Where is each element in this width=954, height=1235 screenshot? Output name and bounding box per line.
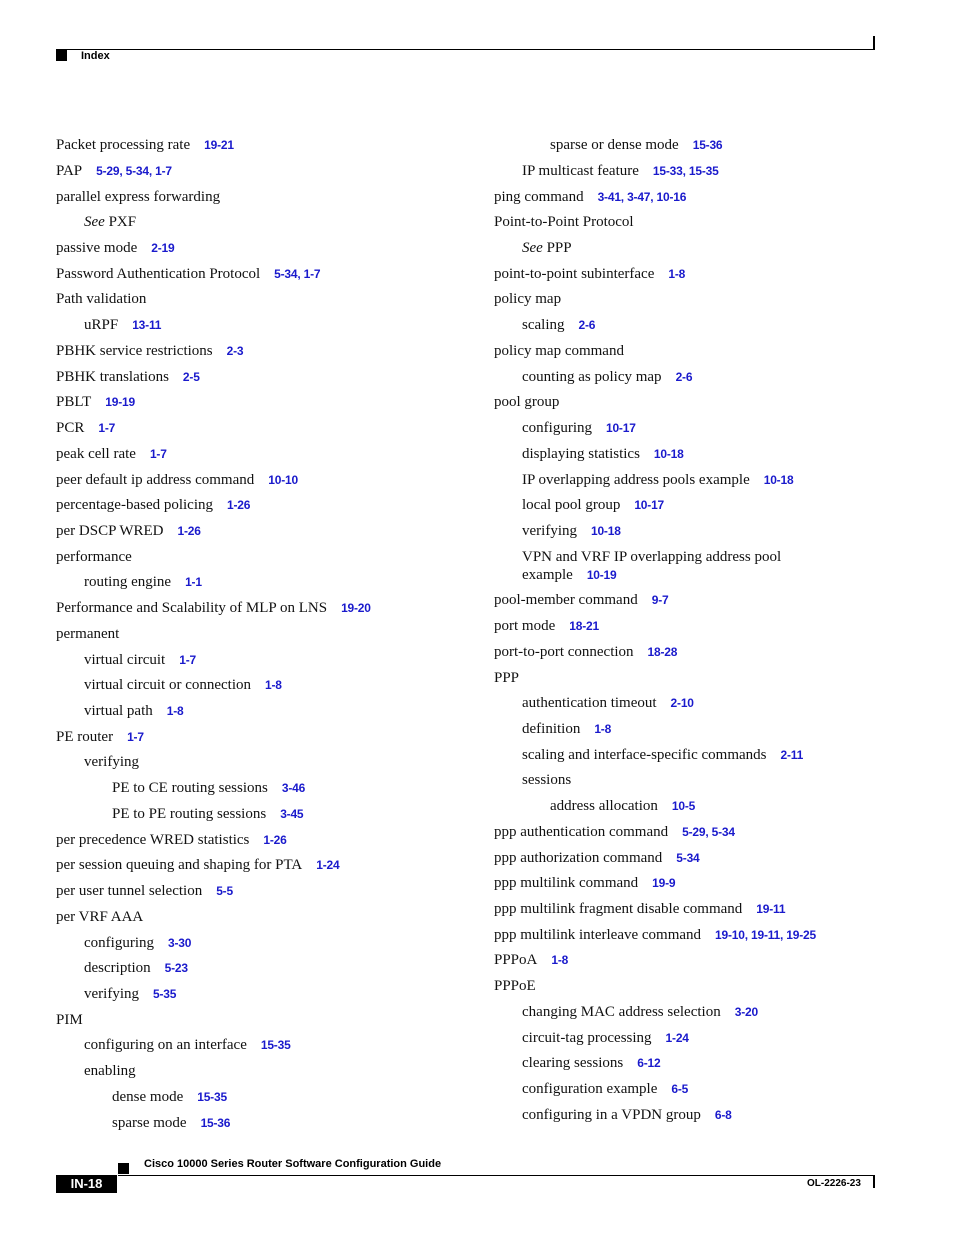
index-entry [550, 797, 695, 815]
index-term: displaying statistics [522, 446, 640, 462]
page-link[interactable]: 10-10 [268, 473, 298, 487]
index-entry [522, 694, 694, 712]
index-entry [84, 985, 176, 1003]
index-entry [56, 548, 132, 566]
page-link[interactable]: 3-45 [280, 807, 304, 821]
header-marker [56, 50, 67, 61]
index-entry [522, 746, 803, 764]
index-entry [522, 496, 664, 514]
index-entry [56, 856, 339, 874]
page-link[interactable]: 2-3 [226, 344, 244, 358]
index-entry [522, 162, 719, 180]
index-term: ping command [494, 189, 584, 205]
page-link[interactable]: 5-35 [152, 987, 177, 1001]
index-term: PBHK translations [56, 369, 169, 385]
page-link[interactable]: 1-24 [316, 858, 340, 872]
page-link[interactable]: 19-11 [756, 902, 786, 916]
see-reference [84, 213, 136, 231]
index-term: Point-to-Point Protocol [494, 214, 634, 230]
page-link[interactable]: 1-7 [98, 421, 116, 435]
page-link[interactable]: 10-17 [634, 498, 665, 512]
index-term: PPPoE [494, 978, 536, 994]
index-entry [494, 290, 561, 308]
index-term: verifying [84, 754, 139, 770]
page-link[interactable]: 5-34, 1-7 [274, 267, 321, 281]
index-entry [522, 1003, 758, 1021]
index-term[interactable]: PPP [546, 240, 572, 256]
page-link[interactable]: 6-12 [637, 1056, 661, 1070]
index-term: per user tunnel selection [56, 883, 203, 899]
index-entry [494, 591, 668, 609]
index-term: PCR [56, 420, 85, 436]
index-entry [522, 1054, 660, 1072]
page-link[interactable]: 18-28 [647, 645, 678, 659]
index-entry [56, 239, 174, 257]
page-link[interactable]: 6-8 [714, 1108, 732, 1122]
page-link[interactable]: 1-24 [665, 1031, 689, 1045]
page-link[interactable]: 2-6 [675, 370, 693, 384]
index-term: permanent [56, 626, 120, 642]
page-link[interactable]: 1-7 [179, 653, 196, 667]
index-term: PAP [56, 163, 83, 179]
index-term: definition [522, 721, 581, 737]
index-entry [494, 617, 599, 635]
index-entry [522, 1106, 732, 1124]
index-entry [522, 548, 781, 566]
index-entry [84, 1062, 136, 1080]
index-term: per DSCP WRED [56, 523, 164, 539]
index-term: per session queuing and shaping for PTA [56, 857, 303, 873]
index-term: sparse mode [112, 1115, 187, 1131]
index-entry [56, 419, 115, 437]
page-link[interactable]: 1-26 [227, 498, 251, 512]
index-term: parallel express forwarding [56, 189, 221, 205]
footer-marker [118, 1163, 129, 1174]
index-entry [522, 1029, 689, 1047]
page-link[interactable]: 19-21 [204, 138, 234, 152]
page-link[interactable]: 1-8 [265, 678, 282, 692]
index-term: configuration example [522, 1081, 658, 1097]
index-term: ppp authorization command [494, 850, 663, 866]
index-entry [522, 445, 684, 463]
page-link[interactable]: 1-8 [166, 704, 184, 718]
see-label: See [84, 214, 105, 230]
index-entry [494, 213, 634, 231]
page-link[interactable]: 10-18 [590, 524, 621, 538]
index-term: policy map command [494, 343, 624, 359]
index-entry-continued [522, 566, 617, 584]
index-entry [56, 522, 201, 540]
page-link[interactable]: 3-41, 3-47, 10-16 [597, 190, 687, 204]
index-term: PBHK service restrictions [56, 343, 213, 359]
index-entry [84, 676, 282, 694]
index-term: per VRF AAA [56, 909, 144, 925]
index-term: PIM [56, 1012, 83, 1028]
index-term: per precedence WRED statistics [56, 832, 250, 848]
page-link[interactable]: 1-26 [263, 833, 287, 847]
page-link[interactable]: 19-20 [341, 601, 371, 615]
index-term: IP multicast feature [522, 163, 639, 179]
index-term: Path validation [56, 291, 147, 307]
index-entry [56, 908, 143, 926]
page-link[interactable]: 2-6 [578, 318, 596, 332]
footer-rule [118, 1175, 875, 1176]
index-term: policy map [494, 291, 562, 307]
index-entry [112, 805, 303, 823]
index-entry [84, 316, 161, 334]
footer-doc-number: OL-2226-23 [807, 1178, 861, 1189]
index-entry [522, 720, 611, 738]
index-term: peak cell rate [56, 446, 136, 462]
index-entry [56, 265, 320, 283]
header-tick [873, 36, 875, 50]
page-link[interactable]: 15-35 [197, 1090, 227, 1104]
index-entry [494, 393, 559, 411]
index-term: virtual path [84, 703, 153, 719]
header-rule [56, 49, 874, 50]
page-link[interactable]: 9-7 [651, 593, 669, 607]
index-term: PE router [56, 729, 114, 745]
index-term: port mode [494, 618, 556, 634]
index-entry [56, 625, 119, 643]
index-term: performance [56, 549, 132, 565]
index-term: Packet processing rate [56, 137, 191, 153]
index-term: verifying [84, 986, 139, 1002]
page-link[interactable]: 2-19 [151, 241, 175, 255]
page-link[interactable]: 19-9 [652, 876, 676, 890]
index-entry [56, 290, 146, 308]
page-link[interactable]: 13-11 [132, 318, 162, 332]
index-entry [494, 188, 686, 206]
index-term: circuit-tag processing [522, 1030, 652, 1046]
page-link[interactable]: 3-20 [734, 1005, 758, 1019]
page-link[interactable]: 1-26 [177, 524, 201, 538]
index-term[interactable]: PXF [108, 214, 137, 230]
index-term: VPN and VRF IP overlapping address pool [522, 549, 782, 565]
index-term: PE to PE routing sessions [112, 806, 267, 822]
index-entry [494, 265, 685, 283]
index-entry [56, 136, 234, 154]
index-term: uRPF [84, 317, 119, 333]
index-entry [522, 471, 793, 489]
index-entry [494, 342, 624, 360]
index-term: configuring [84, 935, 154, 951]
index-entry [112, 1114, 230, 1132]
page-link[interactable]: 10-18 [763, 473, 794, 487]
index-term: description [84, 960, 151, 976]
index-entry [56, 831, 287, 849]
index-entry [112, 779, 305, 797]
index-term: clearing sessions [522, 1055, 624, 1071]
page-link[interactable]: 2-5 [182, 370, 200, 384]
page-link[interactable]: 5-23 [164, 961, 188, 975]
index-term: address allocation [550, 798, 658, 814]
page-link[interactable]: 2-10 [670, 696, 694, 710]
index-entry [56, 882, 233, 900]
index-entry [84, 651, 196, 669]
index-term: IP overlapping address pools example [522, 472, 750, 488]
index-term: PBLT [56, 394, 92, 410]
index-entry [56, 496, 250, 514]
index-entry [522, 1080, 688, 1098]
page-link[interactable]: 10-17 [605, 421, 636, 435]
index-term: point-to-point subinterface [494, 266, 655, 282]
index-entry [494, 849, 700, 867]
index-term: port-to-port connection [494, 644, 634, 660]
page-link[interactable]: 10-18 [653, 447, 684, 461]
index-term: example [522, 567, 573, 583]
index-term: PPP [494, 670, 520, 686]
page-link[interactable]: 1-8 [594, 722, 612, 736]
page-link[interactable]: 1-8 [551, 953, 569, 967]
page-link[interactable]: 5-29, 5-34 [682, 825, 735, 839]
index-term: authentication timeout [522, 695, 657, 711]
page-link[interactable]: 10-5 [671, 799, 696, 813]
index-entry [56, 188, 220, 206]
page-link[interactable]: 6-5 [671, 1082, 689, 1096]
index-term: sparse or dense mode [550, 137, 679, 153]
see-label: See [522, 240, 543, 256]
index-entry [56, 728, 144, 746]
index-entry [494, 823, 735, 841]
page-link[interactable]: 19-10, 19-11, 19-25 [715, 928, 816, 942]
index-entry [56, 445, 167, 463]
index-term: configuring [522, 420, 592, 436]
index-term: sessions [522, 772, 572, 788]
index-term: pool group [494, 394, 560, 410]
page-link[interactable]: 15-36 [200, 1116, 231, 1130]
page-link[interactable]: 15-35 [260, 1038, 291, 1052]
index-term: scaling and interface-specific commands [522, 747, 767, 763]
index-term: local pool group [522, 497, 621, 513]
page-link[interactable]: 15-36 [692, 138, 723, 152]
index-entry [84, 753, 139, 771]
index-entry [56, 599, 371, 617]
footer-page-number: IN-18 [56, 1175, 117, 1193]
page-link[interactable]: 2-11 [780, 748, 804, 762]
page-link[interactable]: 3-30 [167, 936, 192, 950]
index-entry [84, 573, 202, 591]
index-term: routing engine [84, 574, 172, 590]
index-term: percentage-based policing [56, 497, 214, 513]
index-entry [112, 1088, 227, 1106]
index-term: virtual circuit or connection [84, 677, 252, 693]
footer-tick [873, 1175, 875, 1188]
index-entry [494, 669, 519, 687]
index-entry [56, 342, 243, 360]
index-term: ppp multilink command [494, 875, 639, 891]
index-term: changing MAC address selection [522, 1004, 721, 1020]
index-term: ppp multilink interleave command [494, 927, 702, 943]
page-link[interactable]: 3-46 [281, 781, 306, 795]
page-link[interactable]: 10-19 [586, 568, 617, 582]
index-term: pool-member command [494, 592, 638, 608]
index-term: virtual circuit [84, 652, 166, 668]
index-term: passive mode [56, 240, 138, 256]
index-entry [522, 368, 692, 386]
index-entry [84, 934, 191, 952]
footer-guide-title: Cisco 10000 Series Router Software Configuration Guide [144, 1158, 442, 1170]
index-entry [550, 136, 722, 154]
index-term: dense mode [112, 1089, 184, 1105]
index-entry [56, 368, 200, 386]
index-entry [522, 522, 621, 540]
index-entry [522, 419, 636, 437]
index-entry [84, 1036, 291, 1054]
index-entry [494, 900, 785, 918]
index-term: configuring in a VPDN group [522, 1107, 701, 1123]
index-entry [56, 1011, 83, 1029]
page-link[interactable]: 1-1 [185, 575, 202, 589]
page-link[interactable]: 1-8 [668, 267, 686, 281]
index-entry [494, 951, 568, 969]
index-entry [494, 643, 677, 661]
page-link[interactable]: 5-29, 5-34, 1-7 [96, 164, 172, 178]
page-link[interactable]: 19-19 [105, 395, 135, 409]
index-term: ppp multilink fragment disable command [494, 901, 743, 917]
index-entry [494, 926, 816, 944]
page-link[interactable]: 5-5 [216, 884, 233, 898]
index-term: configuring on an interface [84, 1037, 247, 1053]
index-term: Password Authentication Protocol [56, 266, 261, 282]
index-entry [56, 162, 172, 180]
index-entry [84, 702, 183, 720]
index-entry [522, 771, 571, 789]
index-entry [84, 959, 188, 977]
index-term: PE to CE routing sessions [112, 780, 268, 796]
index-term: peer default ip address command [56, 472, 255, 488]
page-link[interactable]: 15-33, 15-35 [652, 164, 719, 178]
header-section-label: Index [81, 50, 110, 62]
page-link[interactable]: 5-34 [676, 851, 700, 865]
index-term: PPPoA [494, 952, 538, 968]
page-link[interactable]: 18-21 [569, 619, 599, 633]
index-entry [56, 393, 135, 411]
index-term: enabling [84, 1063, 136, 1079]
index-entry [494, 977, 536, 995]
see-reference [522, 239, 572, 257]
index-entry [522, 316, 595, 334]
index-entry [494, 874, 675, 892]
page-link[interactable]: 1-7 [149, 447, 167, 461]
index-term: Performance and Scalability of MLP on LNS [56, 600, 328, 616]
index-term: verifying [522, 523, 577, 539]
index-entry [56, 471, 298, 489]
index-term: ppp authentication command [494, 824, 669, 840]
page-link[interactable]: 1-7 [127, 730, 144, 744]
index-term: counting as policy map [522, 369, 662, 385]
index-term: scaling [522, 317, 565, 333]
